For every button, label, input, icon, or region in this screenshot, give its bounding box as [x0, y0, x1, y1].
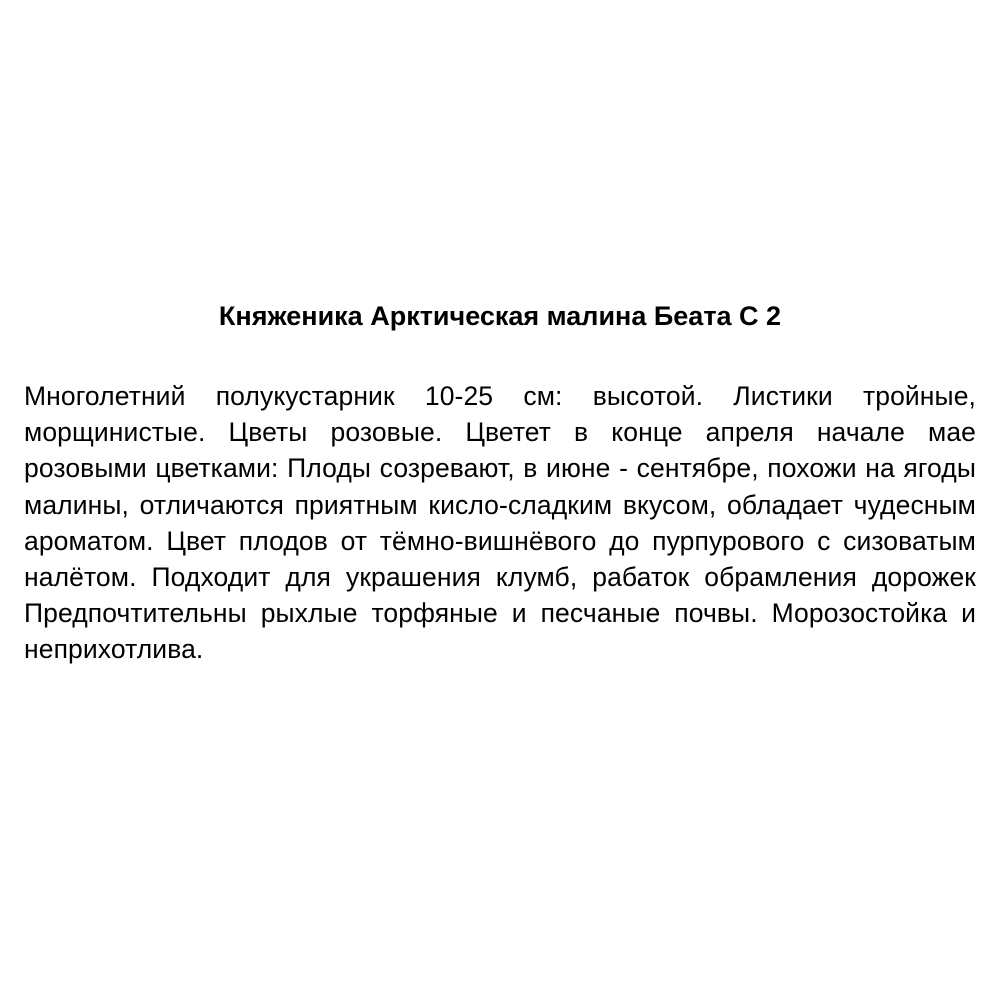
product-title: Княженика Арктическая малина Беата С 2 — [218, 301, 782, 331]
product-description: Многолетний полукустарник 10-25 см: высотой. Листики тройные, морщинистые. Цветы розовые. Цветет в конце апреля начале мае розовыми цветками: Плоды созревают, в июне - сентябре, похожи на ягоды малины, отличаются приятным кисло-сладким вкусом, обладает чудесным ароматом. Цвет плодов от тёмно-вишнёвого до пурпурового с сизоватым налётом. Подходит для украшения клумб, рабаток обрамления дорожек Предпочтительны рыхлые торфяные и песчаные почвы. Морозостойка и неприхотлива. — [24, 381, 976, 665]
product-description-card — [24, 0, 976, 1000]
